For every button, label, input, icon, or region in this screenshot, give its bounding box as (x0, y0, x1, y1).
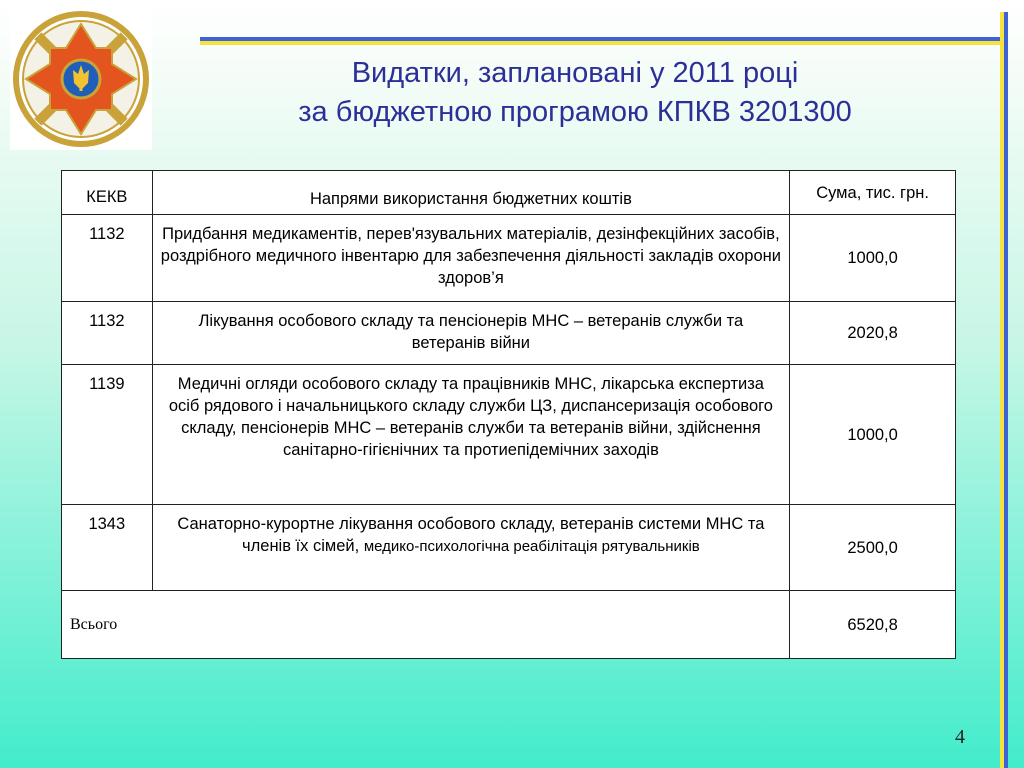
slide-title (160, 54, 990, 132)
row-amount: 1000,0 (790, 215, 956, 302)
top-yellow-stripe (200, 41, 1000, 45)
table-header-row (62, 171, 956, 215)
row-code: 1132 (62, 302, 153, 365)
row-description: Придбання медикаментів, перев'язувальних матеріалів, дезінфекційних засобів, роздрібного медичного інвентарю для забезпечення діяльності закладів охорони здоров’я (152, 215, 790, 302)
header-description: Напрями використання бюджетних коштів (152, 171, 790, 215)
row-description: Медичні огляди особового складу та працівників МНС, лікарська експертиза осіб рядового і начальницького складу служби ЦЗ, диспансеризація особового складу, пенсіонерів МНС – ветеранів служби та ветеранів війни, здійснення санітарно-гігієнічних та протиепідемічних заходів (152, 365, 790, 505)
total-amount: 6520,8 (790, 591, 956, 659)
table-row (62, 505, 956, 591)
emergency-service-emblem-icon (10, 8, 152, 150)
row-description-small: медико-психологічна реабілітація рятувальників (363, 538, 700, 555)
emblem-logo (10, 8, 152, 150)
table-row (62, 365, 956, 505)
row-amount: 2020,8 (790, 302, 956, 365)
page-number: 4 (955, 726, 965, 748)
table-row (62, 302, 956, 365)
row-code: 1132 (62, 215, 153, 302)
row-code: 1139 (62, 365, 153, 505)
row-description (152, 505, 790, 591)
right-blue-stripe (1004, 12, 1008, 768)
table-total-row (62, 591, 956, 659)
table-row (62, 215, 956, 302)
header-code: КЕКВ (62, 171, 153, 215)
header-amount: Сума, тис. грн. (790, 171, 956, 215)
row-description-main: Санаторно-курортне лікування особового складу, ветеранів системи МНС та членів їх сімей, (177, 515, 765, 555)
row-description: Лікування особового складу та пенсіонерів МНС – ветеранів служби та ветеранів війни (152, 302, 790, 365)
row-code: 1343 (62, 505, 153, 591)
row-amount: 1000,0 (790, 365, 956, 505)
budget-table (61, 170, 956, 659)
slide-title-line-1: Видатки, заплановані у 2011 році (351, 57, 799, 89)
total-label: Всього (62, 591, 790, 659)
slide-title-line-2: за бюджетною програмою КПКВ 3201300 (298, 96, 852, 128)
row-amount: 2500,0 (790, 505, 956, 591)
